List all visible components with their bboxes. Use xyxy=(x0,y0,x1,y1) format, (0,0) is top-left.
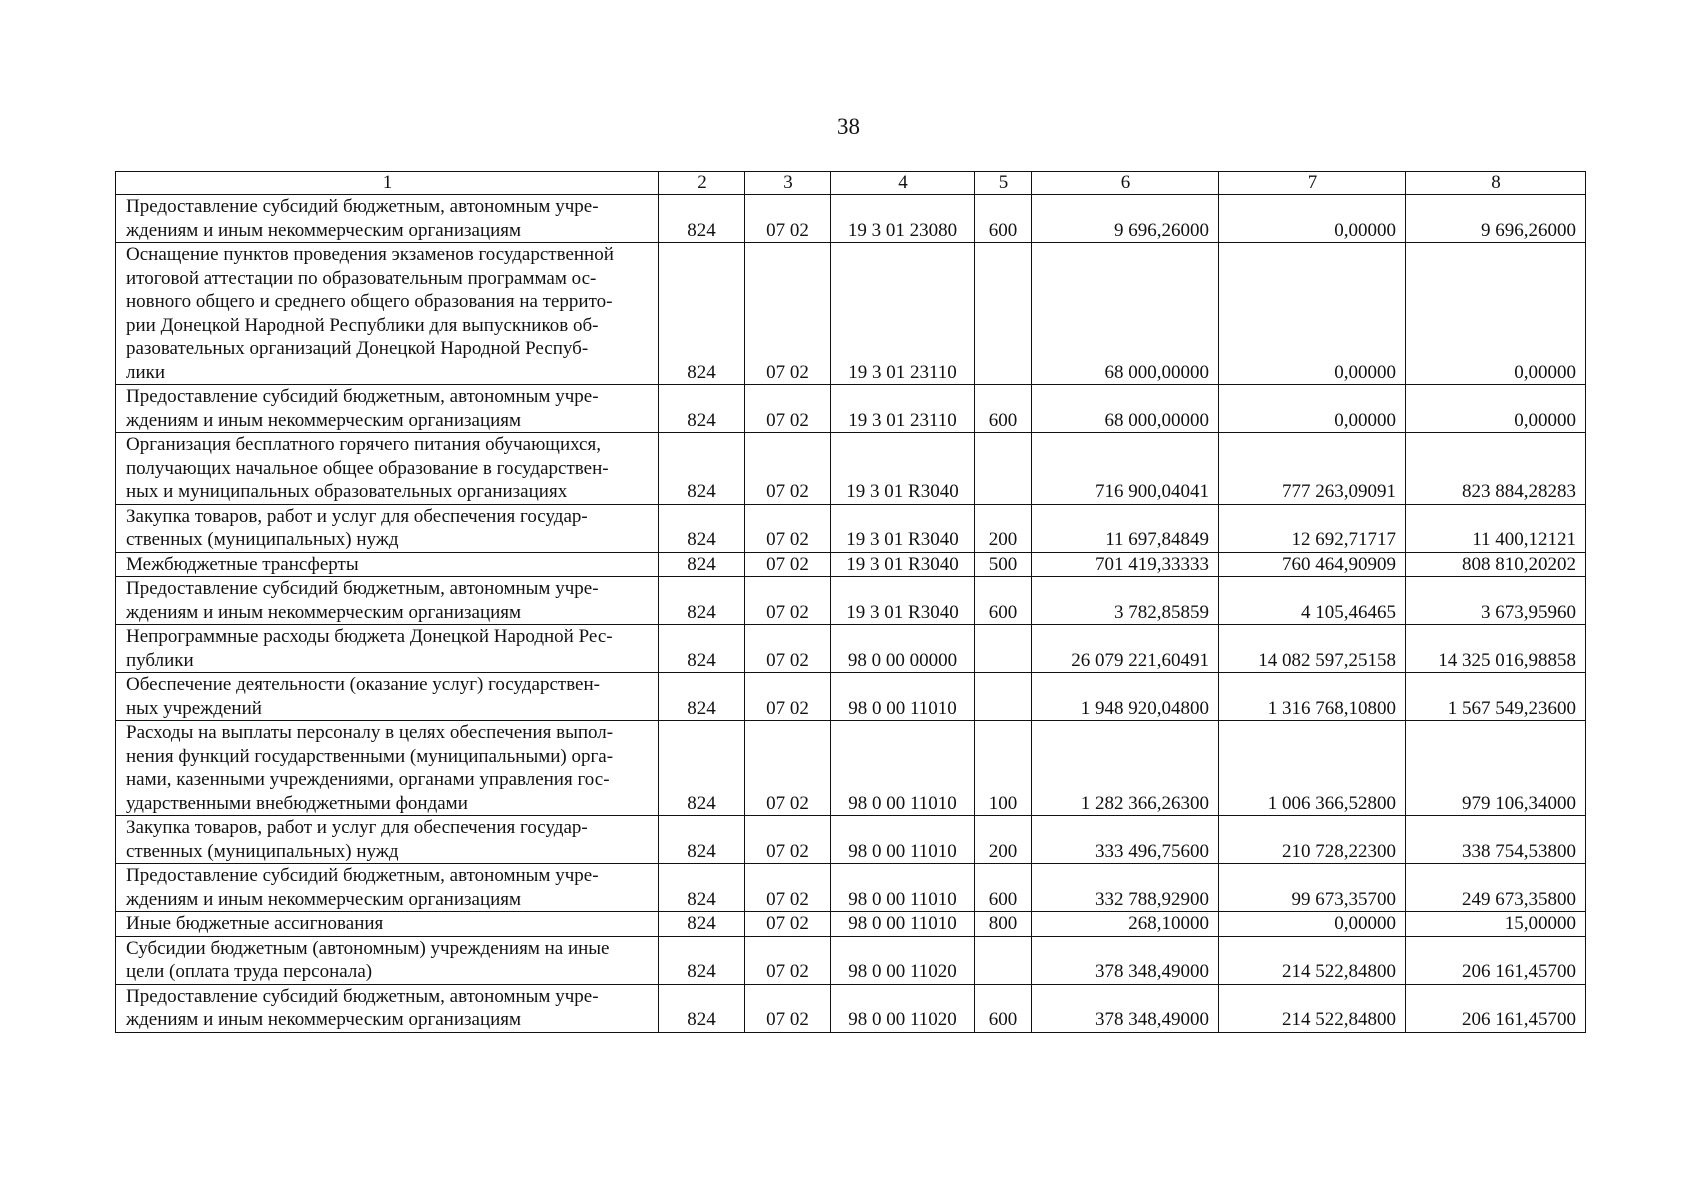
amount-col7-cell: 210 728,22300 xyxy=(1219,816,1406,864)
table-row xyxy=(116,577,1586,625)
amount-col6-cell: 268,10000 xyxy=(1032,912,1219,937)
amount-col6-cell: 9 696,26000 xyxy=(1032,195,1219,243)
amount-col7-cell: 214 522,84800 xyxy=(1219,936,1406,984)
row-name-cell: Непрограммные расходы бюджета Донецкой Народной Рес- публики xyxy=(116,625,659,673)
expense-type-cell: 200 xyxy=(975,504,1032,552)
table-row xyxy=(116,504,1586,552)
expense-type-cell: 500 xyxy=(975,552,1032,577)
section-code-cell: 07 02 xyxy=(745,912,831,937)
table-row xyxy=(116,195,1586,243)
section-code-cell: 07 02 xyxy=(745,577,831,625)
department-code-cell: 824 xyxy=(659,673,745,721)
amount-col8-cell: 823 884,28283 xyxy=(1406,433,1586,505)
department-code-cell: 824 xyxy=(659,864,745,912)
expense-type-cell xyxy=(975,673,1032,721)
row-name-cell: Закупка товаров, работ и услуг для обеспечения государ- ственных (муниципальных) нужд xyxy=(116,504,659,552)
amount-col8-cell: 808 810,20202 xyxy=(1406,552,1586,577)
amount-col6-cell: 716 900,04041 xyxy=(1032,433,1219,505)
budget-table xyxy=(115,171,1586,1033)
section-code-cell: 07 02 xyxy=(745,673,831,721)
target-article-cell: 19 3 01 23110 xyxy=(831,385,975,433)
header-cell: 4 xyxy=(831,172,975,195)
row-name-cell: Предоставление субсидий бюджетным, автономным учре- ждениям и иным некоммерческим организациям xyxy=(116,864,659,912)
section-code-cell: 07 02 xyxy=(745,195,831,243)
amount-col8-cell: 1 567 549,23600 xyxy=(1406,673,1586,721)
department-code-cell: 824 xyxy=(659,385,745,433)
expense-type-cell: 600 xyxy=(975,195,1032,243)
amount-col8-cell: 0,00000 xyxy=(1406,243,1586,385)
header-cell: 5 xyxy=(975,172,1032,195)
target-article-cell: 98 0 00 00000 xyxy=(831,625,975,673)
target-article-cell: 19 3 01 R3040 xyxy=(831,433,975,505)
amount-col7-cell: 1 316 768,10800 xyxy=(1219,673,1406,721)
section-code-cell: 07 02 xyxy=(745,243,831,385)
row-name-cell: Предоставление субсидий бюджетным, автономным учре- ждениям и иным некоммерческим организациям xyxy=(116,577,659,625)
header-cell: 6 xyxy=(1032,172,1219,195)
expense-type-cell: 600 xyxy=(975,385,1032,433)
expense-type-cell: 800 xyxy=(975,912,1032,937)
target-article-cell: 98 0 00 11010 xyxy=(831,816,975,864)
section-code-cell: 07 02 xyxy=(745,864,831,912)
amount-col6-cell: 68 000,00000 xyxy=(1032,385,1219,433)
row-name-cell: Закупка товаров, работ и услуг для обеспечения государ- ственных (муниципальных) нужд xyxy=(116,816,659,864)
target-article-cell: 98 0 00 11020 xyxy=(831,936,975,984)
table-row xyxy=(116,385,1586,433)
amount-col6-cell: 26 079 221,60491 xyxy=(1032,625,1219,673)
table-row xyxy=(116,912,1586,937)
target-article-cell: 19 3 01 R3040 xyxy=(831,504,975,552)
row-name-cell: Межбюджетные трансферты xyxy=(116,552,659,577)
header-cell: 7 xyxy=(1219,172,1406,195)
table-row xyxy=(116,673,1586,721)
amount-col6-cell: 1 282 366,26300 xyxy=(1032,721,1219,816)
table-row xyxy=(116,625,1586,673)
amount-col6-cell: 11 697,84849 xyxy=(1032,504,1219,552)
table-row xyxy=(116,984,1586,1032)
amount-col8-cell: 14 325 016,98858 xyxy=(1406,625,1586,673)
amount-col7-cell: 0,00000 xyxy=(1219,243,1406,385)
amount-col6-cell: 701 419,33333 xyxy=(1032,552,1219,577)
target-article-cell: 98 0 00 11010 xyxy=(831,864,975,912)
row-name-cell: Предоставление субсидий бюджетным, автономным учре- ждениям и иным некоммерческим организациям xyxy=(116,984,659,1032)
amount-col7-cell: 0,00000 xyxy=(1219,912,1406,937)
amount-col7-cell: 1 006 366,52800 xyxy=(1219,721,1406,816)
amount-col7-cell: 760 464,90909 xyxy=(1219,552,1406,577)
amount-col7-cell: 99 673,35700 xyxy=(1219,864,1406,912)
amount-col6-cell: 68 000,00000 xyxy=(1032,243,1219,385)
amount-col6-cell: 333 496,75600 xyxy=(1032,816,1219,864)
row-name-cell: Организация бесплатного горячего питания обучающихся, получающих начальное общее образование в государствен- ных и муниципальных образовательных организациях xyxy=(116,433,659,505)
header-cell: 3 xyxy=(745,172,831,195)
section-code-cell: 07 02 xyxy=(745,385,831,433)
amount-col7-cell: 214 522,84800 xyxy=(1219,984,1406,1032)
amount-col8-cell: 249 673,35800 xyxy=(1406,864,1586,912)
target-article-cell: 19 3 01 23080 xyxy=(831,195,975,243)
header-row xyxy=(116,172,1586,195)
department-code-cell: 824 xyxy=(659,816,745,864)
department-code-cell: 824 xyxy=(659,243,745,385)
amount-col6-cell: 332 788,92900 xyxy=(1032,864,1219,912)
header-cell: 2 xyxy=(659,172,745,195)
row-name-cell: Субсидии бюджетным (автономным) учреждениям на иные цели (оплата труда персонала) xyxy=(116,936,659,984)
section-code-cell: 07 02 xyxy=(745,816,831,864)
department-code-cell: 824 xyxy=(659,552,745,577)
header-cell: 1 xyxy=(116,172,659,195)
target-article-cell: 98 0 00 11010 xyxy=(831,912,975,937)
section-code-cell: 07 02 xyxy=(745,936,831,984)
amount-col6-cell: 1 948 920,04800 xyxy=(1032,673,1219,721)
expense-type-cell xyxy=(975,243,1032,385)
table-row xyxy=(116,552,1586,577)
department-code-cell: 824 xyxy=(659,577,745,625)
expense-type-cell: 600 xyxy=(975,984,1032,1032)
target-article-cell: 19 3 01 R3040 xyxy=(831,552,975,577)
row-name-cell: Иные бюджетные ассигнования xyxy=(116,912,659,937)
section-code-cell: 07 02 xyxy=(745,721,831,816)
table-row xyxy=(116,433,1586,505)
department-code-cell: 824 xyxy=(659,625,745,673)
department-code-cell: 824 xyxy=(659,984,745,1032)
table-row xyxy=(116,936,1586,984)
target-article-cell: 98 0 00 11010 xyxy=(831,721,975,816)
expense-type-cell xyxy=(975,625,1032,673)
amount-col8-cell: 3 673,95960 xyxy=(1406,577,1586,625)
row-name-cell: Предоставление субсидий бюджетным, автономным учре- ждениям и иным некоммерческим организациям xyxy=(116,385,659,433)
target-article-cell: 19 3 01 R3040 xyxy=(831,577,975,625)
amount-col8-cell: 9 696,26000 xyxy=(1406,195,1586,243)
target-article-cell: 19 3 01 23110 xyxy=(831,243,975,385)
amount-col7-cell: 0,00000 xyxy=(1219,195,1406,243)
section-code-cell: 07 02 xyxy=(745,552,831,577)
table-row xyxy=(116,864,1586,912)
expense-type-cell: 600 xyxy=(975,864,1032,912)
expense-type-cell: 200 xyxy=(975,816,1032,864)
amount-col8-cell: 206 161,45700 xyxy=(1406,936,1586,984)
amount-col8-cell: 338 754,53800 xyxy=(1406,816,1586,864)
table-body xyxy=(116,195,1586,1033)
amount-col6-cell: 378 348,49000 xyxy=(1032,984,1219,1032)
amount-col8-cell: 206 161,45700 xyxy=(1406,984,1586,1032)
expense-type-cell: 100 xyxy=(975,721,1032,816)
expense-type-cell xyxy=(975,433,1032,505)
amount-col8-cell: 11 400,12121 xyxy=(1406,504,1586,552)
amount-col8-cell: 0,00000 xyxy=(1406,385,1586,433)
department-code-cell: 824 xyxy=(659,195,745,243)
row-name-cell: Предоставление субсидий бюджетным, автономным учре- ждениям и иным некоммерческим организациям xyxy=(116,195,659,243)
row-name-cell: Обеспечение деятельности (оказание услуг) государствен- ных учреждений xyxy=(116,673,659,721)
amount-col6-cell: 378 348,49000 xyxy=(1032,936,1219,984)
page-number: 38 xyxy=(837,114,860,139)
department-code-cell: 824 xyxy=(659,721,745,816)
expense-type-cell xyxy=(975,936,1032,984)
target-article-cell: 98 0 00 11010 xyxy=(831,673,975,721)
section-code-cell: 07 02 xyxy=(745,433,831,505)
amount-col7-cell: 14 082 597,25158 xyxy=(1219,625,1406,673)
header-cell: 8 xyxy=(1406,172,1586,195)
row-name-cell: Оснащение пунктов проведения экзаменов государственной итоговой аттестации по образовательным программам ос- новного общего и среднего общего образования на террито- рии Донецкой Народной Республики для выпускников об- разовательных организаций Донецкой Народной Респуб- лики xyxy=(116,243,659,385)
table-row xyxy=(116,721,1586,816)
amount-col8-cell: 15,00000 xyxy=(1406,912,1586,937)
amount-col7-cell: 12 692,71717 xyxy=(1219,504,1406,552)
table-header xyxy=(116,172,1586,195)
target-article-cell: 98 0 00 11020 xyxy=(831,984,975,1032)
amount-col7-cell: 0,00000 xyxy=(1219,385,1406,433)
amount-col8-cell: 979 106,34000 xyxy=(1406,721,1586,816)
section-code-cell: 07 02 xyxy=(745,625,831,673)
expense-type-cell: 600 xyxy=(975,577,1032,625)
amount-col6-cell: 3 782,85859 xyxy=(1032,577,1219,625)
section-code-cell: 07 02 xyxy=(745,984,831,1032)
department-code-cell: 824 xyxy=(659,936,745,984)
section-code-cell: 07 02 xyxy=(745,504,831,552)
amount-col7-cell: 777 263,09091 xyxy=(1219,433,1406,505)
amount-col7-cell: 4 105,46465 xyxy=(1219,577,1406,625)
department-code-cell: 824 xyxy=(659,433,745,505)
row-name-cell: Расходы на выплаты персоналу в целях обеспечения выпол- нения функций государственными (муниципальными) орга- нами, казенными учреждениями, органами управления гос- ударственными внебюджетными фондами xyxy=(116,721,659,816)
department-code-cell: 824 xyxy=(659,504,745,552)
table-row xyxy=(116,816,1586,864)
department-code-cell: 824 xyxy=(659,912,745,937)
table-row xyxy=(116,243,1586,385)
